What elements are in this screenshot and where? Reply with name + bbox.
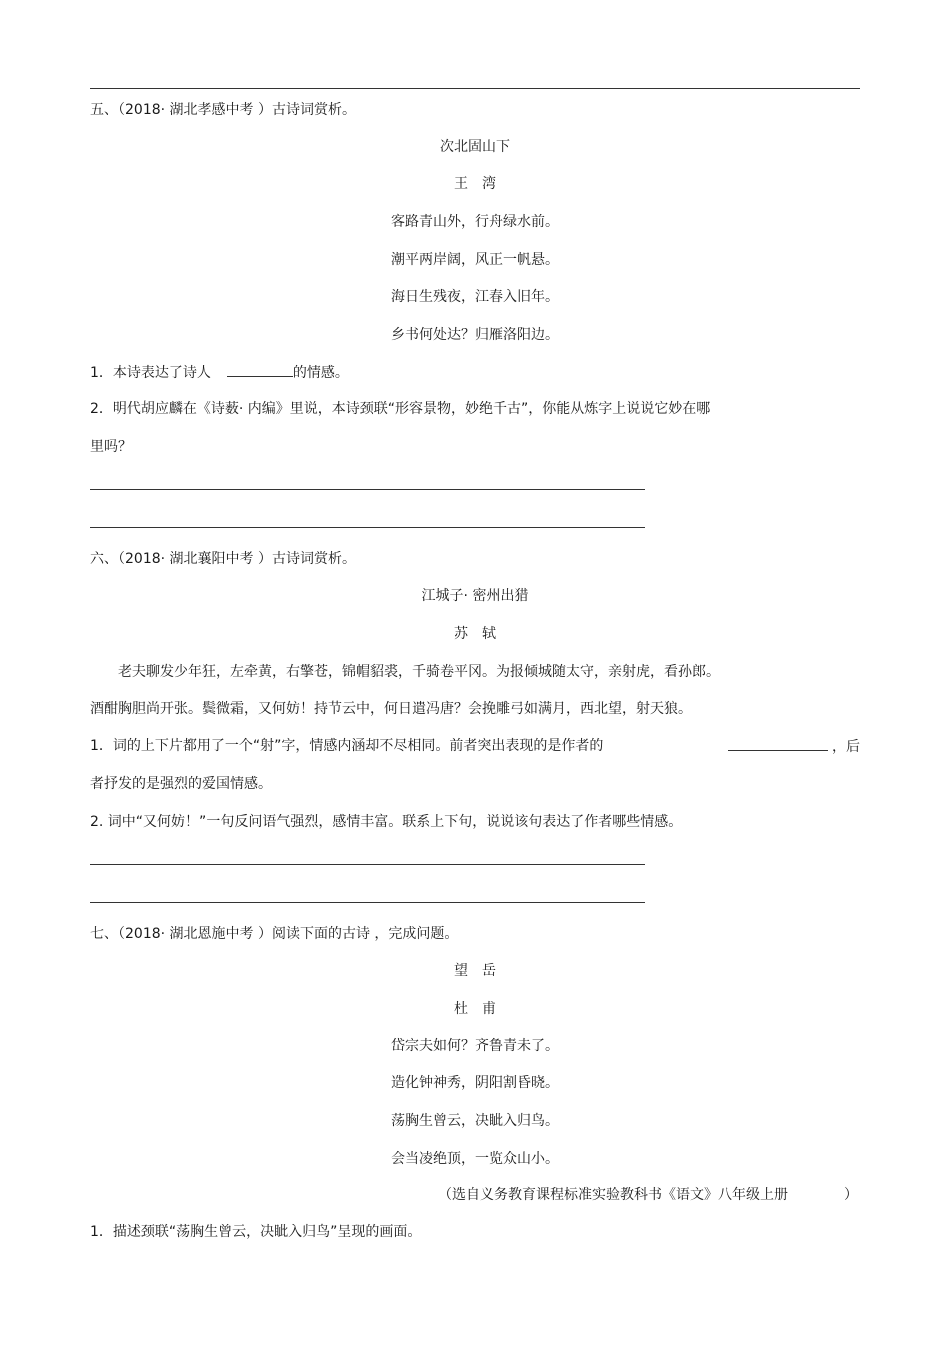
section-7-poem-author: 杜 甫 [454, 1001, 496, 1017]
section-6-question-1-blank [728, 736, 860, 756]
answer-line[interactable] [90, 902, 645, 903]
answer-blank[interactable] [728, 736, 828, 751]
section-7-poem-line: 岱宗夫如何？齐鲁青未了。 [391, 1038, 559, 1054]
answer-blank[interactable] [227, 362, 293, 377]
answer-line[interactable] [90, 527, 645, 528]
section-6-question-1-cont: 者抒发的是强烈的爱国情感。 [90, 776, 272, 792]
source-close-paren: ） [844, 1187, 858, 1203]
section-5-poem-line: 乡书何处达？归雁洛阳边。 [391, 327, 559, 343]
section-5-question-2: 2．明代胡应麟在《诗薮· 内编》里说，本诗颈联“形容景物，妙绝千古”，你能从炼字上说说它妙在哪 [90, 401, 711, 417]
section-5-poem-author: 王 湾 [454, 176, 496, 192]
header-rule [90, 88, 860, 89]
section-5-question-2-cont: 里吗？ [90, 439, 132, 455]
section-5-poem-line: 海日生残夜，江春入旧年。 [391, 289, 559, 305]
section-7-question-1: 1．描述颈联“荡胸生曾云，决眦入归鸟”呈现的画面。 [90, 1224, 422, 1240]
section-6-heading: 六、（2018· 湖北襄阳中考 ）古诗词赏析。 [90, 551, 356, 567]
section-6-poem-para-2: 酒酣胸胆尚开张。鬓微霜，又何妨！持节云中，何日遣冯唐？会挽雕弓如满月，西北望，射天狼。 [90, 701, 692, 717]
question-text: 1．本诗表达了诗人 [90, 365, 211, 381]
section-6-poem-para-1: 老夫聊发少年狂，左牵黄，右擎苍，锦帽貂裘，千骑卷平冈。为报倾城随太守，亲射虎，看孙郎。 [118, 664, 720, 680]
poem-source-note [438, 1185, 860, 1205]
question-text: ，后 [832, 739, 860, 755]
section-6-question-2: 2. 词中“又何妨！”一句反问语气强烈，感情丰富。联系上下句，说说该句表达了作者哪些情感。 [90, 814, 683, 830]
section-5-poem-line: 客路青山外，行舟绿水前。 [391, 214, 559, 230]
section-7-poem-title: 望 岳 [454, 963, 496, 979]
section-7-poem-line: 会当凌绝顶，一览众山小。 [391, 1151, 559, 1167]
section-6-poem-author: 苏 轼 [454, 626, 496, 642]
section-7-heading: 七、（2018· 湖北恩施中考 ）阅读下面的古诗 ，完成问题。 [90, 926, 459, 942]
answer-line[interactable] [90, 864, 645, 865]
section-5-question-1 [90, 362, 349, 382]
answer-line[interactable] [90, 489, 645, 490]
section-5-poem-line: 潮平两岸阔，风正一帆悬。 [391, 252, 559, 268]
section-6-poem-title: 江城子· 密州出猎 [421, 588, 529, 604]
section-7-poem-line: 荡胸生曾云，决眦入归鸟。 [391, 1113, 559, 1129]
source-text: （选自义务教育课程标准实验教科书《语文》八年级上册 [438, 1187, 788, 1203]
section-5-poem-title: 次北固山下 [440, 139, 510, 155]
section-5-heading: 五、（2018· 湖北孝感中考 ）古诗词赏析。 [90, 102, 356, 118]
section-7-poem-line: 造化钟神秀，阴阳割昏晓。 [391, 1075, 559, 1091]
question-text: 的情感。 [292, 365, 349, 381]
section-6-question-1: 1．词的上下片都用了一个“射”字，情感内涵却不尽相同。前者突出表现的是作者的 [90, 738, 604, 754]
